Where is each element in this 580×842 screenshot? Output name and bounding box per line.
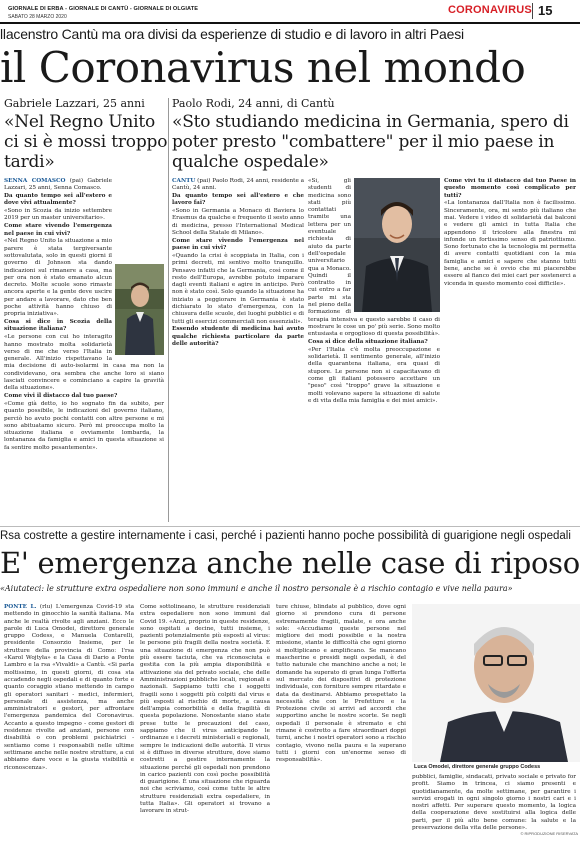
masthead-papers: GIORNALE DI ERBA - GIORNALE DI CANTÙ - GIORNALE DI OLGIATE — [8, 6, 199, 12]
masthead-separator — [532, 3, 533, 19]
bottom-col3: ture chiuse, blindate al pubblico, dove ogni giorno si prendono cura di persone estremamente fragili, malate, e ora anche sole: «Accudiamo queste persone nel migliore dei modi possibile e la nostra missione, stante le difficoltà che ogni giorno si moltiplicano e amplificano. Se mancano mascherine e presidi negli ospedali, è del tutto naturale che manchino anche a noi; le domande ha superato di gran lunga l'offerta sul mercato dei dispositivi di protezione individuale, con forniture sempre ritardate e data da destinarsi. Abbiamo prospettato la necessità che con le Prefetture e la Protezione civile si arrivi ad accordi che supportino anche le nostre scorte. Se negli ospedali il personale è stremato e chi rimane è costretto a fare straordinari doppi turni, anche i nostri operatori sono a rischio contagio, vivono nella paura e la superano tutti i giorni con un'enorme senso di responsabilità». — [276, 604, 406, 764]
bottom-col4: pubblici, famiglie, sindacati, privato sociale e privato for profit. Siamo in trincea, ci siamo presenti e quotidianamente, da molte settimane, per garantire i servizi erogati in ogni singolo giorno i nostri cari e i nostri affetti. Per superare questo momento, la logica della cooperazione deve sostituirsi alla logica delle parti, per il più alto bene comune: la salute e la preservazione della vita delle persone». — [412, 774, 576, 830]
bottom-kicker: Rsa costrette a gestire internamente i casi, perché i pazienti hanno poche possibilità di guarigione negli ospedali — [0, 530, 571, 542]
right-article-col1: CANTÙ (pai) Paolo Rodi, 24 anni, residente a Cantù, 24 anni. Da quanto tempo sei all'estero e che lavoro fai? «Sono in Germania a Monaco di Baviera lo Erasmus da qualche e frequento il sesto anno di medicina, presso l'International Medical School della Statale di Milano». Come stare vivendo l'emergenza nel paese in cui vivi? «Quando la crisi è scoppiata in Italia, con i primi decreti, mi sentivo molto tranquillo. Pensavo infatti che la Germania, così come il resto dell'Europa, avrebbe potuto imparare dagli eventi italiani e agire in anticipo. Però non è stato così. Solo quando la situazione ha iniziato a peggiorare in Germania è stato dichiarato lo stato d'emergenza, con la chiusura delle scuole, dei luoghi pubblici e di tutti gli esercizi commerciali non essenziali». Essendo studente di medicina hai avuto qualche richiesta particolare da parte delle autorità? — [172, 178, 304, 348]
rodi-photo — [354, 178, 440, 312]
photo-caption: Luca Omodei, direttore generale gruppo Codess — [414, 764, 541, 770]
bottom-col1: PONTE L. (rlu) L'emergenza Covid-19 sta mettendo in ginocchio la sanità italiana. Ma anche le realtà rivolte agli anziani. Ecco le parole di Luca Omodei, direttore generale gruppo Codess, e Manuela Contarelli, presidente Consorzio Insieme, per le strutture della provincia di Como: l'rsa «Karol Wojtyła» e la Casa di Dario a Ponte Lambro e la rsa «Vivaldi» a Cantù. «Si parla moltissimo, in questi giorni, di cosa sta accadendo negli ospedali e di quanto forte e quanto coraggio stiano mettendo in campo gli operatori sanitari - medici, infermieri, personale di assistenza, ma anche amministratori e gestori, per affrontare l'emergenza pandemica del Coronavirus. Accanto a questo impegno - come gestori di residenze rivolte ad anziani, persone con disabilità o con problemi psichiatrici - sentiamo come i responsabili nelle ultime settimane anche nelle nostre strutture, a cui abbiamo dare voce e la giusta visibilità e riconoscenza». — [4, 604, 134, 771]
right-article-col2: «Sì, gli studenti di medicina sono stati più contattati tramite una lettera per un eventuale richiesta di aiuto da parte dell'ospedale universitario qua a Monaco. Quindi il contratto in cui entro a far parte mi sta nel pieno della formazione di terapia intensiva e questo sarebbe il caso di mostrare le cose un po' più serie. Sono molto entusiasta e orgoglioso di questa possibilità». Cosa si dice della situazione italiana? «Per l'Italia c'è molta preoccupazione e solidarietà. Il sentimento generale, all'inizio della quarantena italiana, era quasi di stupore. Le persone non si capacitavano di come gli italiani potessero accettare un "peso" così "troppo" grave la situazione e molti volevano sapere la situazione di salute e di vita della mia famiglia e dei miei amici». — [308, 178, 440, 404]
right-quote: «Sto studiando medicina in Germania, spero di poter presto "combattere" per il mio paese in qualche ospedale» — [172, 112, 569, 172]
masthead-date: SABATO 28 MARZO 2020 — [8, 14, 67, 20]
page-number: 15 — [538, 3, 553, 18]
copyright-credit: © RIPRODUZIONE RISERVATA — [520, 831, 578, 836]
column-divider — [168, 98, 169, 522]
left-quote: «Nel Regno Unito ci si è mossi troppo tardi» — [4, 112, 168, 172]
section-label: CORONAVIRUS — [448, 4, 532, 16]
left-article-body: SENNA COMASCO (pai) Gabriele Lazzari, 25 anni, Senna Comasco. Da quanto tempo sei all'estero e dove vivi attualmente? «Sono in Scozia da inizio settembre 2019 per un master universitario». Come stare vivendo l'emergenza nel paese in cui vivi? «Nel Regno Unito la situazione a mio parere è stata tergiversante sottovalutata, solo in questi giorni il governo di Johnson sta dando indicazioni sul rimanere a casa, ma per ora non è stato emanato alcun decreto. Molte scuole sono rimaste ancora aperte e la gente deve uscire per andare a lavorare, dato che ben poche attività hanno chiuso di propria iniziativa». Cosa si dice in Scozia della situazione italiana? «Le persone con cui ho interagito hanno mostrato molta solidarietà verso di me che verso l'Italia in generale. All'inizio rispettavano la mia decisione di auto-isolarmi in casa ma non la condividevano, ora sembra che anche loro si siano lasciati convincere e cominciano a capire la gravità della situazione». Come vivi il distacco dal tuo paese? «Come già detto, io ho sognato fin da subito, per quanto possibile, le indicazioni del governo italiano, perciò ho avuto pochi contatti con altre persone e mi sono abituatamo sicuro. Però mi preoccupa molto la situazione italiana e ovviamente lombarda, la lontananza da famiglia e amici in questa situazione si fa sentire molto pesantemente». — [4, 178, 164, 451]
masthead-rule — [0, 22, 580, 24]
right-article-col3: Come vivi tu il distacco dal tuo Paese in questo momento così complicato per tutti? «La lontananza dall'Italia non è facilissimo. Sinceramente, ora, mi sento più italiano che mai. Vedere i video di solidarietà dai balconi e vedere gli amici in tutta Italia che appendono il tricolore alla finestra mi infonde un fortissimo senso di patriottismo. Sono fortunato che la tecnologia mi permetta di avere contatti quotidiani con la mia famiglia e amici e sapere che stanno tutti bene, anche se è ovvio che mi piacerebbe essere al fianco dei miei cari per sostenerci a vicenda in questo momento così difficile». — [444, 178, 576, 287]
right-person: Paolo Rodi, 24 anni, di Cantù — [172, 97, 335, 110]
top-kicker: llacenstro Cantù ma ora divisi da esperienze di studio e di lavoro in altri Paesi — [0, 26, 464, 42]
lazzari-photo — [115, 264, 164, 355]
bottom-title: E' emergenza anche nelle case di riposo — [0, 546, 580, 580]
left-person: Gabriele Lazzari, 25 anni — [4, 97, 145, 110]
top-title: il Coronavirus nel mondo — [0, 43, 526, 92]
section-rule — [0, 526, 580, 527]
bottom-col2: Come sottolineano, le strutture residenziali extra ospedaliere non sono immuni dal Covid 19. «Anzi, proprio in queste residenze, sono ospitati a decine, tutti insieme, i pazienti potenzialmente più esposti al virus: le persone più fragili della nostra società. E una situazione di emergenza che non può più essere taciuta, che va riconosciuta e gestita con la più ampia disponibilità e attivazione sia del privato sociale, che delle Amministrazioni pubbliche locali, regionali e nazionali. Sappiamo tutti che i soggetti fragili sono i soggetti più colpiti dal virus e più esposti al rischio di morte, a causa dell'ampia comorbilità e della fragilità di questa popolazione. Nonostante siano state prese tutte le precauzioni del caso, sappiamo che il virus anticipando le ordinanze e i decreti ministeriali e regionali, sempre le indicazioni delle autorità. Il virus si è diffuso in diverse strutture, dove siamo costretti a gestire internamente la situazione perché gli ospedali non prendono in carico pazienti con così poche possibilità di guarigione. È una situazione che riguarda noi che scriviamo, così come tutte le altre strutture residenziali extra ospedaliere, in tutta Italia». Gli operatori si trovano a lavorare in strut- — [140, 604, 270, 815]
bottom-subtitle: «Aiutateci: le strutture extra ospedaliere non sono immuni e anche il nostro personale è a rischio contagio e vive nella paura» — [0, 584, 513, 593]
omodei-photo — [412, 604, 580, 762]
